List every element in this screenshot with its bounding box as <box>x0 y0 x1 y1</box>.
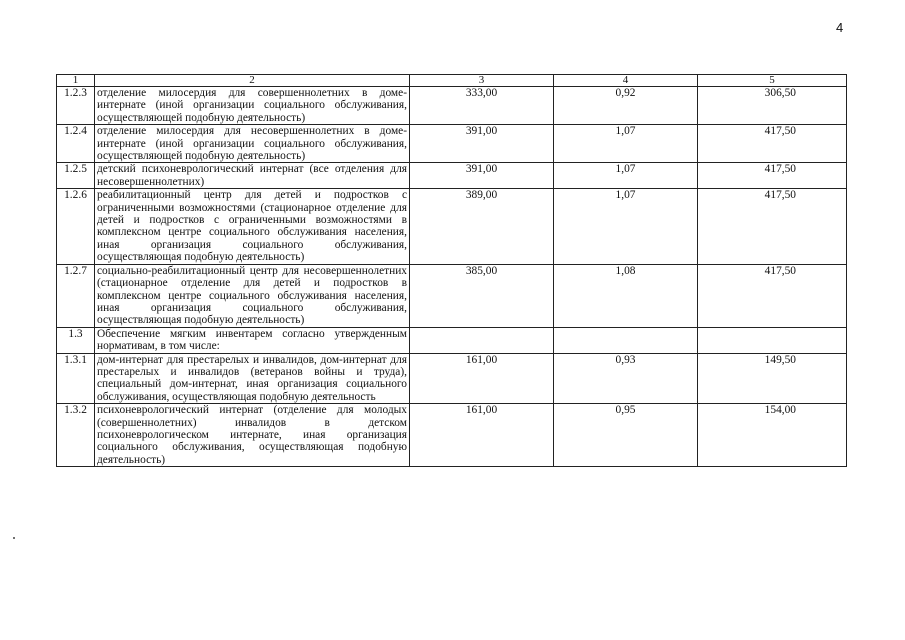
row-value-col4: 1,07 <box>554 163 698 189</box>
table-row <box>57 353 847 404</box>
row-value-col4: 1,07 <box>554 189 698 264</box>
row-value-col5: 417,50 <box>698 264 847 327</box>
row-value-col4: 0,93 <box>554 353 698 404</box>
row-value-col5: 417,50 <box>698 163 847 189</box>
data-table <box>56 74 847 467</box>
row-value-col3: 161,00 <box>410 353 554 404</box>
row-description: Обеспечение мягким инвентарем согласно утвержденным нормативам, в том числе: <box>95 327 410 353</box>
row-number: 1.2.6 <box>57 189 95 264</box>
column-header: 3 <box>410 75 554 87</box>
row-number: 1.2.7 <box>57 264 95 327</box>
table-row <box>57 125 847 163</box>
row-value-col4: 1,07 <box>554 125 698 163</box>
row-value-col4: 0,92 <box>554 87 698 125</box>
column-header: 5 <box>698 75 847 87</box>
row-value-col3 <box>410 327 554 353</box>
row-value-col3: 391,00 <box>410 125 554 163</box>
row-description: социально-реабилитационный центр для несовершеннолетних (стационарное отделение для детей и подростков в комплексном центре социального обслуживания населения, иная организация социального обслуживания, осуществляющая подобную деятельность) <box>95 264 410 327</box>
row-description: реабилитационный центр для детей и подростков с ограниченными возможностями (стационарное отделение для детей и подростков с ограниченными возможностями в комплексном центре социального обслуживания населения, иная организация социального обслуживания, осуществляющая подобную деятельность) <box>95 189 410 264</box>
row-value-col4: 1,08 <box>554 264 698 327</box>
row-description: дом-интернат для престарелых и инвалидов, дом-интернат для престарелых и инвалидов (ветеранов войны и труда), специальный дом-интернат, иная организация социального обслуживания, осуществляющая подобную деятельность <box>95 353 410 404</box>
row-number: 1.2.3 <box>57 87 95 125</box>
row-value-col5: 417,50 <box>698 189 847 264</box>
row-description: отделение милосердия для совершеннолетних в доме-интернате (иной организации социального обслуживания, осуществляющей подобную деятельность) <box>95 87 410 125</box>
row-value-col5: 154,00 <box>698 404 847 467</box>
row-value-col3: 385,00 <box>410 264 554 327</box>
row-description: отделение милосердия для несовершеннолетних в доме-интернате (иной организации социального обслуживания, осуществляющей подобную деятельность) <box>95 125 410 163</box>
column-header: 4 <box>554 75 698 87</box>
table-row <box>57 87 847 125</box>
page-number: 4 <box>836 20 844 35</box>
row-value-col5: 149,50 <box>698 353 847 404</box>
row-value-col3: 391,00 <box>410 163 554 189</box>
row-description: детский психоневрологический интернат (все отделения для несовершеннолетних) <box>95 163 410 189</box>
row-value-col3: 161,00 <box>410 404 554 467</box>
row-number: 1.3.2 <box>57 404 95 467</box>
row-value-col3: 333,00 <box>410 87 554 125</box>
row-value-col5 <box>698 327 847 353</box>
table-row <box>57 404 847 467</box>
row-value-col3: 389,00 <box>410 189 554 264</box>
table-row <box>57 264 847 327</box>
table-row <box>57 327 847 353</box>
table-row <box>57 163 847 189</box>
row-number: 1.3.1 <box>57 353 95 404</box>
table-header-row <box>57 75 847 87</box>
row-number: 1.3 <box>57 327 95 353</box>
row-value-col4: 0,95 <box>554 404 698 467</box>
row-value-col5: 306,50 <box>698 87 847 125</box>
row-value-col4 <box>554 327 698 353</box>
row-description: психоневрологический интернат (отделение для молодых (совершеннолетних) инвалидов в детском психоневрологическом интернате, иная организация социального обслуживания, осуществляющая подобную деятельность) <box>95 404 410 467</box>
column-header: 1 <box>57 75 95 87</box>
margin-mark <box>13 537 15 539</box>
row-number: 1.2.5 <box>57 163 95 189</box>
row-value-col5: 417,50 <box>698 125 847 163</box>
column-header: 2 <box>95 75 410 87</box>
row-number: 1.2.4 <box>57 125 95 163</box>
table-row <box>57 189 847 264</box>
